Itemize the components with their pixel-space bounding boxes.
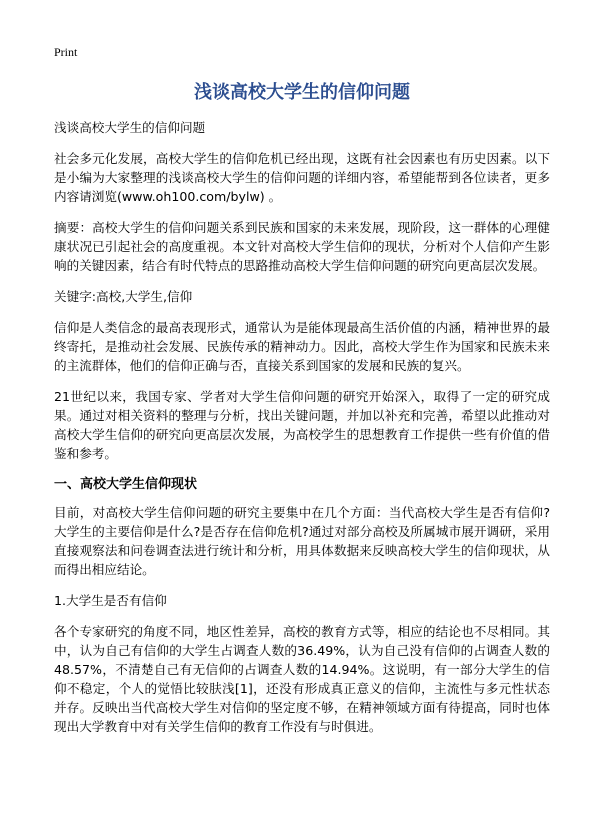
document-subtitle: 浅谈高校大学生的信仰问题 <box>54 120 206 135</box>
subsection-heading: 1.大学生是否有信仰 <box>54 593 167 608</box>
document-title: 浅谈高校大学生的信仰问题 <box>194 82 410 103</box>
document-body <box>54 118 550 748</box>
research-background-paragraph: 21世纪以来，我国专家、学者对大学生信仰问题的研究开始深入，取得了一定的研究成果。通过对相关资料的整理与分析，找出关键问题，并加以补充和完善，希望以此推动对高校大学生信仰的研究向更高层次发展，为高校学生的思想教育工作提供一些有价值的借鉴和参考。 <box>54 389 550 461</box>
section-paragraph: 目前，对高校大学生信仰问题的研究主要集中在几个方面：当代高校大学生是否有信仰?大学生的主要信仰是什么?是否存在信仰危机?通过对部分高校及所属城市展开调研，采用直接观察法和问卷调查法进行统计和分析，用具体数据来反映高校大学生的信仰现状，从而得出相应结论。 <box>54 505 550 577</box>
keywords-paragraph: 关键字:高校,大学生,信仰 <box>54 289 193 304</box>
abstract-paragraph: 摘要：高校大学生的信仰问题关系到民族和国家的未来发展，现阶段，这一群体的心理健康状况已引起社会的高度重视。本文针对高校大学生信仰的现状，分析对个人信仰产生影响的关键因素，结合有时代特点的思路推动高校大学生信仰问题的研究向更高层次发展。 <box>54 220 550 273</box>
print-label: Print <box>54 45 78 59</box>
document-page <box>54 0 550 828</box>
section-heading: 一、高校大学生信仰现状 <box>54 477 198 492</box>
intro-paragraph: 社会多元化发展，高校大学生的信仰危机已经出现，这既有社会因素也有历史因素。以下是小编为大家整理的浅谈高校大学生的信仰问题的详细内容，希望能帮到各位读者，更多内容请浏览(www.oh100.com/bylw) 。 <box>54 151 550 204</box>
faith-definition-paragraph: 信仰是人类信念的最高表现形式，通常认为是能体现最高生活价值的内涵，精神世界的最终寄托，是推动社会发展、民族传承的精神动力。因此，高校大学生作为国家和民族未来的主流群体，他们的信仰正确与否，直接关系到国家的发展和民族的复兴。 <box>54 320 550 373</box>
section-paragraph: 各个专家研究的角度不同，地区性差异，高校的教育方式等，相应的结论也不尽相同。其中，认为自己有信仰的大学生占调查人数的36.49%，认为自己没有信仰的占调查人数的48.57%，不清楚自己有无信仰的占调查人数的14.94%。这说明，有一部分大学生的信仰不稳定，个人的觉悟比较肤浅[1]，还没有形成真正意义的信仰，主流性与多元性状态并存。反映出当代高校大学生对信仰的坚定度不够，在精神领域方面有待提高，同时也体现出大学教育中对有关学生信仰的教育工作没有与时俱进。 <box>54 624 550 734</box>
